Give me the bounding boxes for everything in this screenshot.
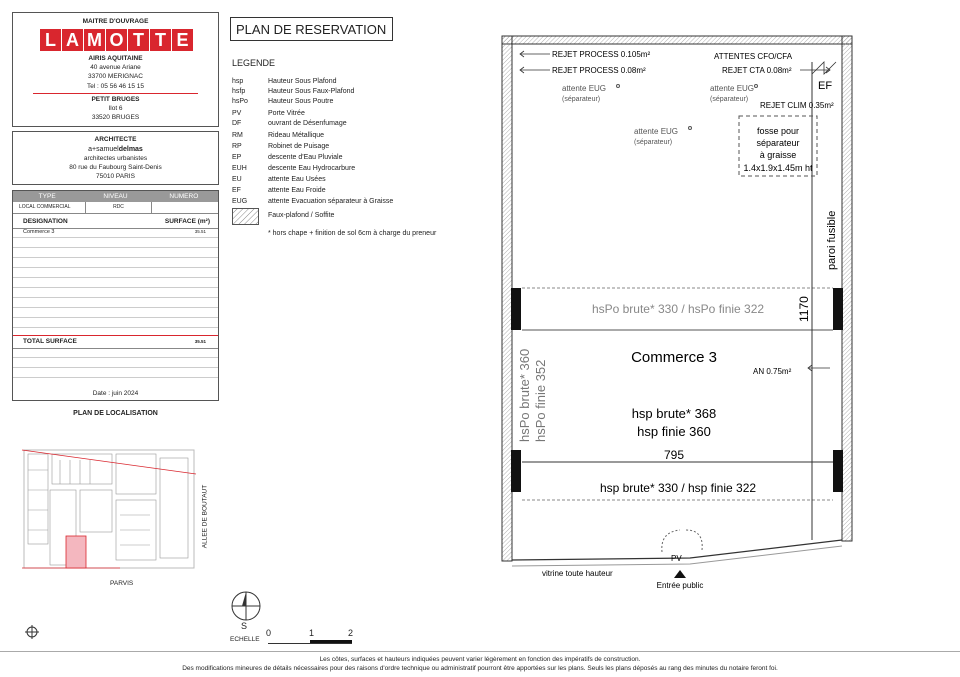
hatch-label: Faux-plafond / Soffite	[268, 212, 335, 219]
door-swing	[686, 530, 702, 550]
table-header	[13, 191, 218, 202]
footer-line2: Des modifications mineures de détails nécessaires pour des raisons d'ordre technique ou administratif pourront être apportées sur les plans. Seuls les plans déposés au rang des minutes du notaire feront foi.	[182, 665, 778, 672]
legend-code: RP	[232, 143, 242, 150]
parvis-label: PARVIS	[110, 580, 134, 587]
label-dim-v: 1170	[797, 296, 811, 322]
legend-desc: ouvrant de Désenfumage	[268, 120, 347, 127]
location-map	[20, 440, 220, 590]
row-divider	[13, 317, 218, 318]
legend-code: DF	[232, 120, 242, 127]
eug-point	[755, 85, 758, 88]
plan-title: PLAN DE RESERVATION	[236, 22, 387, 37]
cell-type: LOCAL COMMERCIAL	[13, 202, 86, 213]
architect-name	[13, 145, 218, 154]
architect-line2: architectes urbanistes	[83, 155, 148, 162]
right-column	[833, 288, 843, 330]
designation-label: DESIGNATION	[23, 218, 68, 225]
logo-letter: T	[128, 29, 149, 51]
legend-row	[232, 187, 326, 195]
legend-desc: Hauteur Sous Faux-Plafond	[268, 88, 355, 95]
label-hsp-brute: hsp brute* 368	[631, 406, 717, 421]
project-lot: Ilot 6	[108, 105, 123, 112]
legend-code: EUG	[232, 198, 248, 205]
logo-letter: E	[172, 29, 193, 51]
entrance-arrow-icon	[674, 570, 686, 578]
row-divider	[13, 277, 218, 278]
row-divider	[13, 237, 218, 238]
total-label: TOTAL SURFACE	[23, 338, 77, 345]
zigzag-icon	[812, 62, 836, 74]
label-commerce: Commerce 3	[631, 349, 717, 366]
label-an: AN 0.75m²	[753, 367, 792, 376]
label-eug: attente EUG	[562, 84, 607, 93]
label-cfo: ATTENTES CFO/CFA	[714, 52, 793, 61]
left-column	[511, 450, 521, 492]
architect-box	[12, 131, 219, 185]
left-wall	[502, 36, 512, 561]
scale-tick-2: 2	[348, 628, 354, 638]
legend-desc: Rideau Métallique	[268, 132, 325, 139]
lamotte-logo	[39, 29, 194, 51]
label-hsp-finie: hsp finie 360	[637, 424, 711, 439]
row-divider	[13, 257, 218, 258]
total-row	[13, 335, 218, 349]
label-hspo-top: hsPo brute* 330 / hsPo finie 322	[591, 302, 765, 316]
owner-company: AIRIS AQUITAINE	[88, 55, 143, 62]
row-value: 35.51	[194, 229, 206, 234]
label-clim: REJET CLIM 0.35m²	[760, 101, 834, 110]
owner-box	[12, 12, 219, 127]
owner-heading: MAITRE D'OUVRAGE	[82, 18, 149, 25]
label-eug: attente EUG	[634, 127, 679, 136]
label-fosse2: séparateur	[756, 138, 800, 148]
surface-table	[12, 190, 219, 401]
plan-date: Date : juin 2024	[92, 390, 139, 397]
project-name: PETIT BRUGES	[91, 96, 140, 103]
scale-tick-1: 1	[309, 628, 315, 638]
legend-row	[232, 198, 393, 206]
eug-point	[617, 85, 620, 88]
legend-code: EF	[232, 187, 241, 194]
legend-code: EU	[232, 176, 242, 183]
scale-label: ECHELLE	[230, 636, 260, 643]
legend-desc: attente Evacuation séparateur à Graisse	[268, 198, 394, 205]
commerce-highlight	[66, 536, 86, 568]
legend-row	[232, 165, 355, 173]
label-eug: attente EUG	[710, 84, 755, 93]
row-divider	[13, 267, 218, 268]
row-divider	[13, 307, 218, 308]
legend-title: LEGENDE	[232, 58, 276, 68]
surface-label: SURFACE (m²)	[164, 218, 210, 225]
label-fosse3: à graisse	[759, 150, 797, 160]
label-rejet1: REJET PROCESS 0.105m²	[552, 50, 651, 59]
label-ef: EF	[818, 80, 833, 92]
street-label: ALLEE DE BOUTAUT	[201, 484, 209, 549]
table-row	[13, 228, 218, 237]
compass-label: S	[241, 621, 248, 631]
legend-code: RM	[232, 132, 243, 139]
legend-code: hsPo	[232, 98, 248, 105]
cell-numero	[152, 202, 218, 213]
logo-letter: M	[84, 29, 105, 51]
legend-row	[232, 110, 305, 118]
label-pv: PV	[671, 554, 682, 563]
architect-city: 75010 PARIS	[96, 173, 135, 180]
header-niveau: NIVEAU	[103, 193, 128, 200]
label-hspo-left2: hsPo finie 352	[533, 359, 548, 442]
legend-row	[232, 176, 326, 184]
legend-code: PV	[232, 110, 242, 117]
logo-letter: L	[40, 29, 61, 51]
architect-address: 80 rue du Faubourg Saint-Denis	[69, 164, 162, 171]
legend-desc: Hauteur Sous Plafond	[268, 78, 337, 85]
location-title: PLAN DE LOCALISATION	[73, 410, 158, 417]
label-eug-sep: (séparateur)	[634, 139, 673, 146]
eug-point	[689, 127, 692, 130]
legend-desc: Hauteur Sous Poutre	[268, 98, 334, 105]
compass-icon	[230, 590, 264, 624]
scale-tick-0: 0	[266, 628, 272, 638]
label-fosse1: fosse pour	[756, 126, 800, 136]
row-divider	[13, 327, 218, 328]
right-wall	[842, 36, 852, 541]
legend-desc: attente Eau Usées	[268, 176, 326, 183]
header-type: TYPE	[38, 193, 56, 200]
row-divider	[13, 377, 218, 378]
owner-address2: 33700 MERIGNAC	[88, 73, 143, 80]
plan-title-box	[230, 17, 393, 41]
legend-row	[232, 98, 333, 106]
project-city: 33520 BRUGES	[91, 114, 140, 121]
footer-divider	[0, 651, 960, 652]
legend-desc: Porte Vitrée	[268, 110, 305, 117]
right-column	[833, 450, 843, 492]
label-hsp-bottom: hsp brute* 330 / hsp finie 322	[599, 481, 757, 495]
row-divider	[13, 357, 218, 358]
floor-plan	[490, 30, 860, 595]
logo-letter: O	[106, 29, 127, 51]
owner-address1: 40 avenue Ariane	[90, 64, 141, 71]
architect-name-light: a+samuel	[88, 146, 119, 153]
legend-row	[232, 154, 343, 162]
label-eug-sep: (séparateur)	[562, 96, 601, 103]
label-rejet2: REJET PROCESS 0.08m²	[552, 66, 646, 75]
legend-code: EUH	[232, 165, 247, 172]
legend-code: hsp	[232, 78, 244, 85]
legend-row	[232, 78, 337, 86]
legend-row	[232, 120, 347, 128]
door-swing	[662, 530, 680, 552]
row-divider	[13, 287, 218, 288]
logo-letter: T	[150, 29, 171, 51]
footnote: * hors chape + finition de sol 6cm à charge du preneur	[268, 230, 437, 237]
architect-heading: ARCHITECTE	[94, 136, 137, 143]
label-eug-sep: (séparateur)	[710, 96, 749, 103]
total-value: 35.51	[194, 339, 206, 344]
header-numero: NUMERO	[169, 193, 199, 200]
cell-niveau: RDC	[86, 202, 153, 213]
row-divider	[13, 247, 218, 248]
label-hspo-left1: hsPo brute* 360	[517, 348, 532, 442]
legend-code: EP	[232, 154, 242, 161]
row-divider	[13, 367, 218, 368]
legend-desc: attente Eau Froide	[268, 187, 326, 194]
logo-letter: A	[62, 29, 83, 51]
legend-row	[232, 143, 329, 151]
label-vitrine: vitrine toute hauteur	[542, 569, 613, 578]
label-dim-h: 795	[663, 448, 685, 462]
architect-name-bold: delmas	[118, 146, 143, 153]
table-type-row	[13, 202, 218, 214]
legend-desc: descente Eau Hydrocarbure	[268, 165, 356, 172]
north-arrow-icon	[24, 624, 40, 640]
scale-bar	[268, 640, 352, 644]
label-cta: REJET CTA 0.08m²	[722, 66, 792, 75]
row-divider	[13, 297, 218, 298]
label-entree: Entrée public	[656, 581, 704, 590]
legend-row	[232, 132, 324, 140]
legend-desc: descente d'Eau Pluviale	[268, 154, 343, 161]
scale-bar-fill	[310, 640, 352, 643]
footer-line1: Les côtes, surfaces et hauteurs indiquées peuvent varier légèrement en fonction des impératifs de construction.	[319, 656, 641, 663]
label-fosse4: 1.4x1.9x1.45m ht	[743, 163, 813, 173]
owner-divider	[33, 93, 198, 94]
row-name: Commerce 3	[23, 229, 55, 235]
top-wall	[502, 36, 852, 44]
legend-desc: Robinet de Puisage	[268, 143, 330, 150]
owner-tel: Tel : 05 56 46 15 15	[86, 83, 145, 90]
hatch-swatch	[232, 208, 260, 226]
legend-row	[232, 88, 354, 96]
legend-code: hsfp	[232, 88, 246, 95]
street-label-wrap	[195, 475, 215, 565]
left-column	[511, 288, 521, 330]
label-paroi: paroi fusible	[826, 210, 838, 270]
